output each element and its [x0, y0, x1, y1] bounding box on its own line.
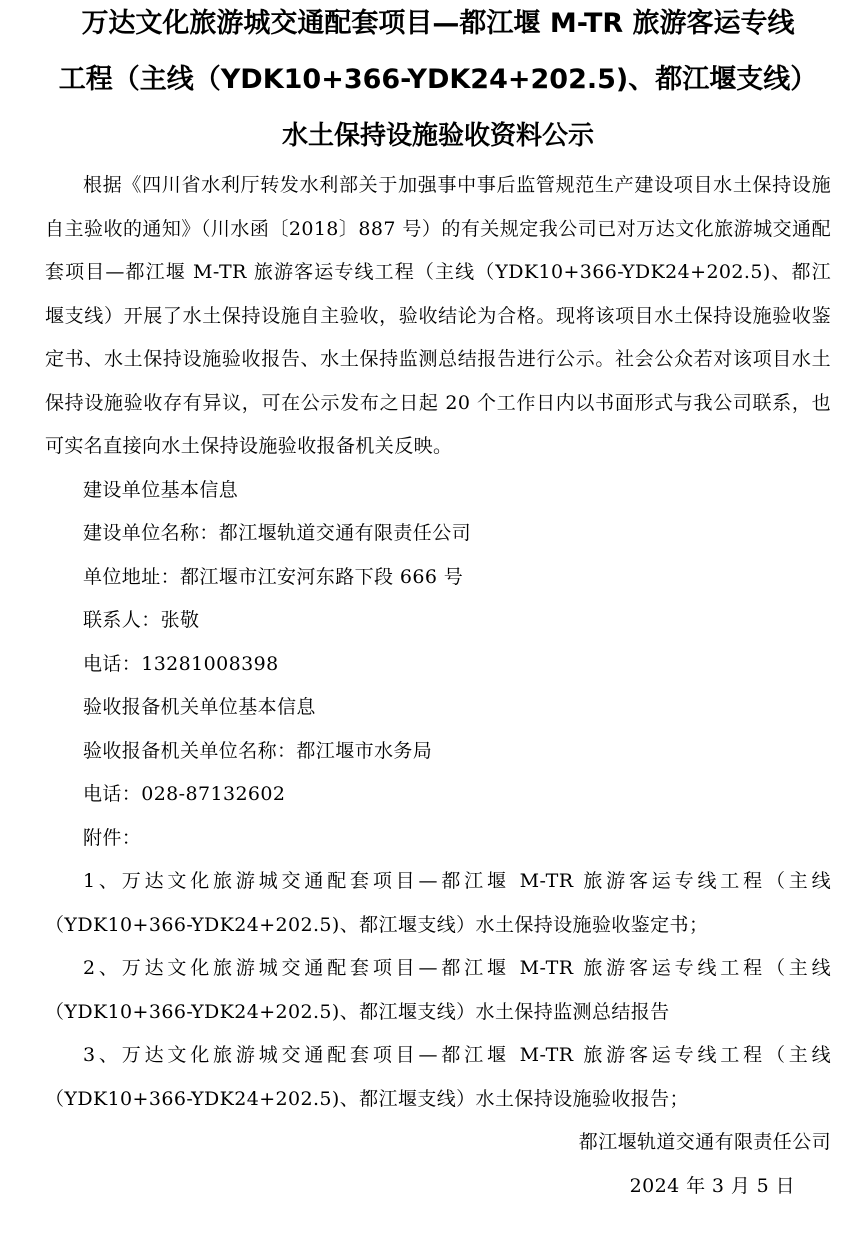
attachment-item-1: 1、万达文化旅游城交通配套项目—都江堰 M-TR 旅游客运专线工程（主线（YDK10+366-YDK24+202.5)、都江堰支线）水土保持设施验收鉴定书； [45, 870, 831, 936]
attachment-item-2: 2、万达文化旅游城交通配套项目—都江堰 M-TR 旅游客运专线工程（主线（YDK10+366-YDK24+202.5)、都江堰支线）水土保持监测总结报告 [45, 957, 831, 1023]
signature-date: 2024 年 3 月 5 日 [629, 1174, 795, 1197]
builder-name: 建设单位名称：都江堰轨道交通有限责任公司 [83, 522, 472, 544]
filing-authority-heading: 验收报备机关单位基本信息 [83, 696, 316, 718]
attachment-item-3: 3、万达文化旅游城交通配套项目—都江堰 M-TR 旅游客运专线工程（主线（YDK10+366-YDK24+202.5)、都江堰支线）水土保持设施验收报告； [45, 1044, 831, 1110]
signature-company: 都江堰轨道交通有限责任公司 [578, 1131, 831, 1153]
filing-authority-name: 验收报备机关单位名称：都江堰市水务局 [83, 739, 433, 762]
builder-info-heading: 建设单位基本信息 [83, 478, 239, 501]
document-title-line-3: 水土保持设施验收资料公示 [281, 121, 594, 151]
filing-authority-phone: 电话：028-87132602 [83, 783, 286, 805]
builder-contact: 联系人：张敬 [83, 609, 200, 631]
attachments-heading: 附件： [83, 826, 142, 849]
announcement-paragraph: 根据《四川省水利厅转发水利部关于加强事中事后监管规范生产建设项目水土保持设施自主验收的通知》（川水函〔2018〕887 号）的有关规定我公司已对万达文化旅游城交通配套项目—都江堰 M-TR 旅游客运专线工程（主线（YDK10+366-YDK24+202.5)、都江堰支线）开展了水土保持设施自主验收，验收结论为合格。现将该项目水土保持设施验收鉴定书、水土保持设施验收报告、水土保持监测总结报告进行公示。社会公众若对该项目水土保持设施验收存有异议，可在公示发布之日起 20 个工作日内以书面形式与我公司联系，也可实名直接向水土保持设施验收报备机关反映。 [45, 174, 831, 457]
builder-address: 单位地址：都江堰市江安河东路下段 666 号 [83, 565, 464, 588]
document-title-line-1: 万达文化旅游城交通配套项目—都江堰 M-TR 旅游客运专线 [81, 8, 795, 39]
document-title-line-2: 工程（主线（YDK10+366-YDK24+202.5)、都江堰支线） [58, 64, 818, 95]
builder-phone: 电话：13281008398 [83, 652, 279, 675]
